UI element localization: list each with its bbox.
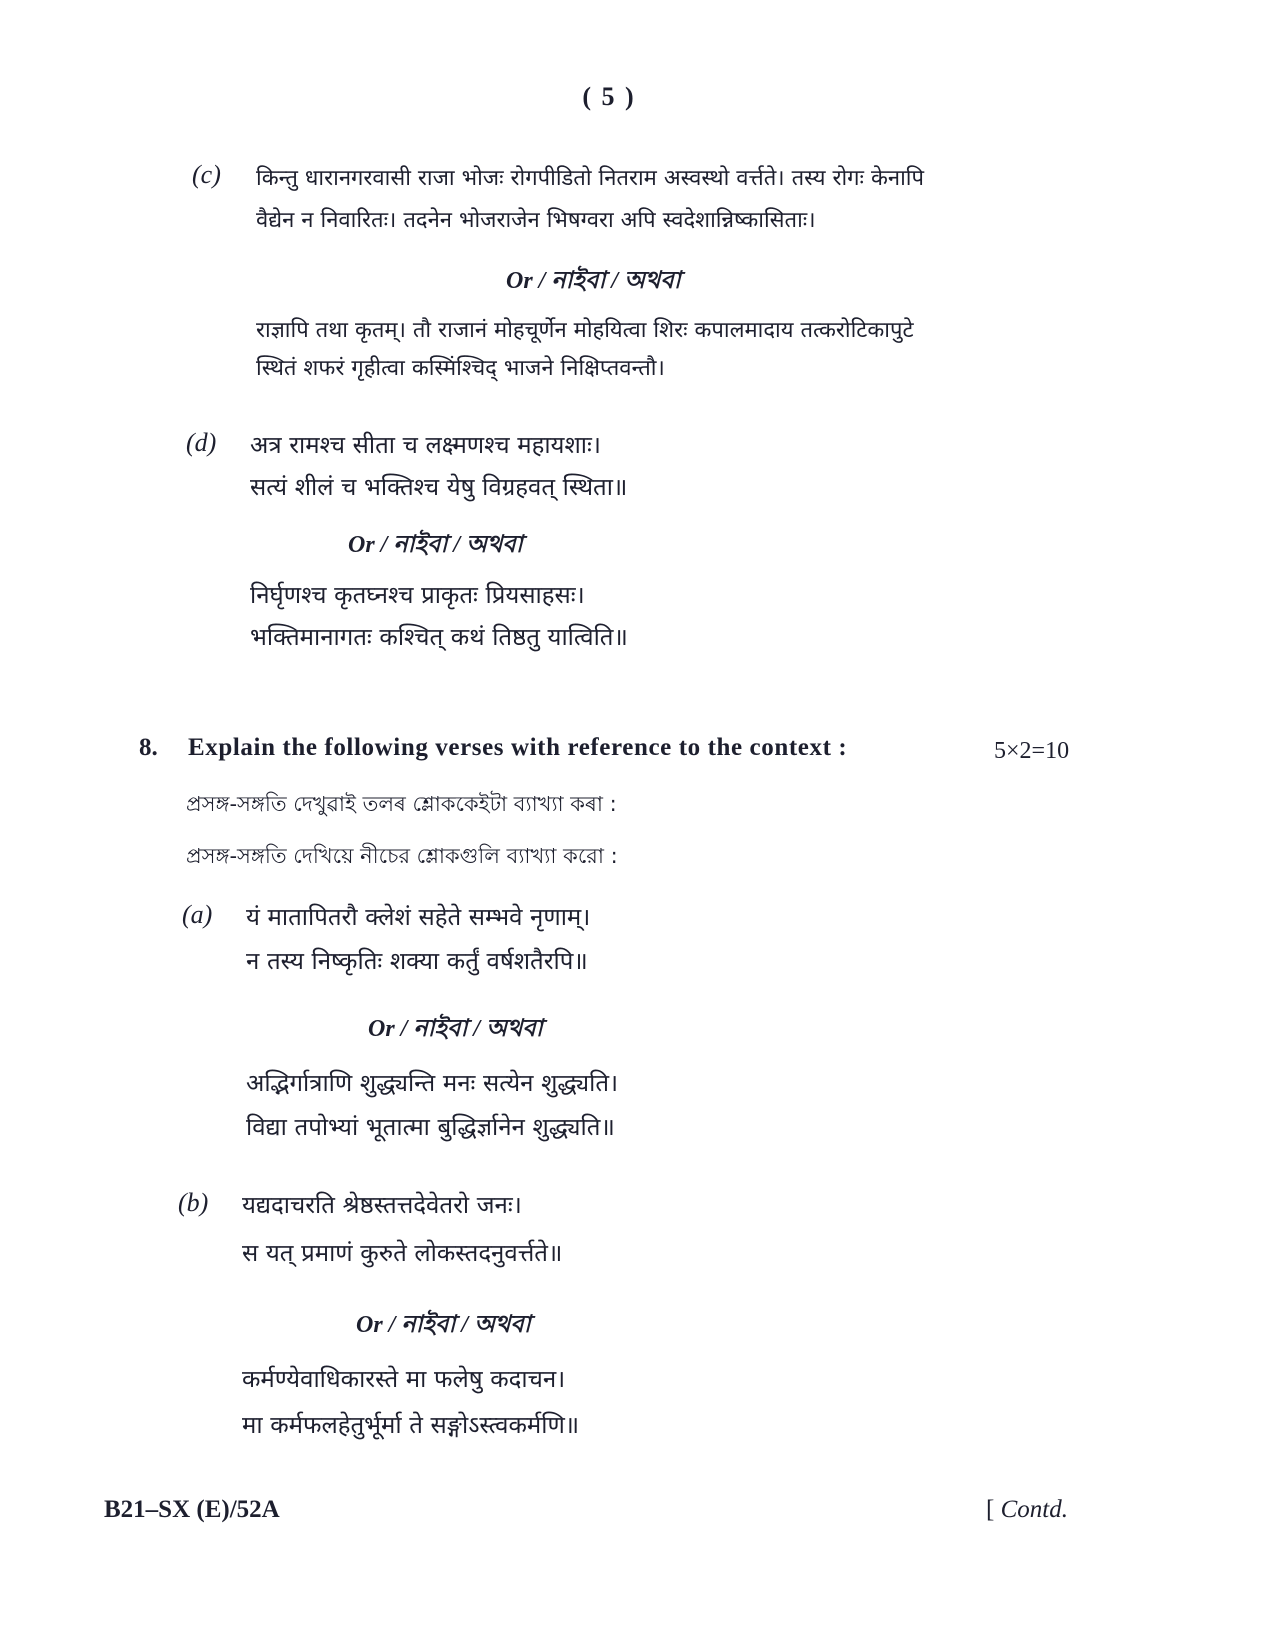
verse-d-alt-line-1: निर्घृणश्च कृतघ्नश्च प्राकृतः प्रियसाहसः। [250,581,585,609]
question-marks: 5×2=10 [994,738,1070,764]
question-number: 8. [139,734,158,761]
paper-code: B21–SX (E)/52A [104,1496,280,1523]
item-label-c: (c) [192,160,221,189]
or-separator-c: Or / নাইবা / অথবা [506,268,681,294]
question-text: Explain the following verses with reference to the context : [188,734,848,761]
or-separator-b: Or / নাইবা / অথবা [356,1312,531,1338]
verse-d-alt-line-2: भक्तिमानागतः कश्चित् कथं तिष्ठतु यात्विति॥ [250,623,628,651]
verse-a-alt-line-1: अद्भिर्गात्राणि शुद्ध्यन्ति मनः सत्येन शुद्ध्यति। [246,1069,619,1097]
continued-marker [986,1496,1068,1524]
item-label-d: (d) [186,428,217,457]
verse-a-line-1: यं मातापितरौ क्लेशं सहेते सम्भवे नृणाम्। [246,903,591,931]
verse-b-alt-line-1: कर्मण्येवाधिकारस्ते मा फलेषु कदाचन। [242,1365,566,1393]
passage-c-alt-line-2: स्थितं शफरं गृहीत्वा कस्मिंश्चिद् भाजने निक्षिप्तवन्तौ। [256,356,665,381]
item-label-b: (b) [178,1188,209,1217]
passage-c-line-1: किन्तु धारानगरवासी राजा भोजः रोगपीडितो नितराम अस्वस्थो वर्त्तते। तस्य रोगः केनापि [256,166,924,191]
verse-a-line-2: न तस्य निष्कृतिः शक्या कर्तुं वर्षशतैरपि॥ [246,947,588,975]
continued-bracket: [ [986,1496,995,1523]
continued-text: Contd. [1000,1496,1068,1523]
passage-c-alt-line-1: राज्ञापि तथा कृतम्। तौ राजानं मोहचूर्णेन मोहयित्वा शिरः कपालमादाय तत्करोटिकापुटे [256,318,914,343]
item-label-a: (a) [182,900,213,929]
or-separator-a: Or / নাইবা / অথবা [368,1016,543,1042]
verse-d-line-1: अत्र रामश्च सीता च लक्ष्मणश्च महायशाः। [250,431,601,459]
page-number: ( 5 ) [582,82,636,111]
question-text-assamese: প্ৰসঙ্গ-সঙ্গতি দেখুৱাই তলৰ শ্লোককেইটা ব্যাখ্যা কৰা : [186,792,617,816]
verse-d-line-2: सत्यं शीलं च भक्तिश्च येषु विग्रहवत् स्थिता॥ [250,473,628,501]
verse-b-line-2: स यत् प्रमाणं कुरुते लोकस्तदनुवर्त्तते॥ [242,1239,563,1267]
verse-a-alt-line-2: विद्या तपोभ्यां भूतात्मा बुद्धिर्ज्ञानेन शुद्ध्यति॥ [246,1113,615,1141]
passage-c-line-2: वैद्येन न निवारितः। तदनेन भोजराजेन भिषग्वरा अपि स्वदेशान्निष्कासिताः। [256,208,816,233]
or-separator-d: Or / নাইবা / অথবা [348,532,523,558]
verse-b-alt-line-2: मा कर्मफलहेतुर्भूर्मा ते सङ्गोऽस्त्वकर्मणि॥ [242,1411,580,1439]
verse-b-line-1: यद्यदाचरति श्रेष्ठस्तत्तदेवेतरो जनः। [242,1191,522,1219]
question-text-bengali: প্রসঙ্গ-সঙ্গতি দেখিয়ে নীচের শ্লোকগুলি ব্যাখ্যা করো : [186,844,618,868]
